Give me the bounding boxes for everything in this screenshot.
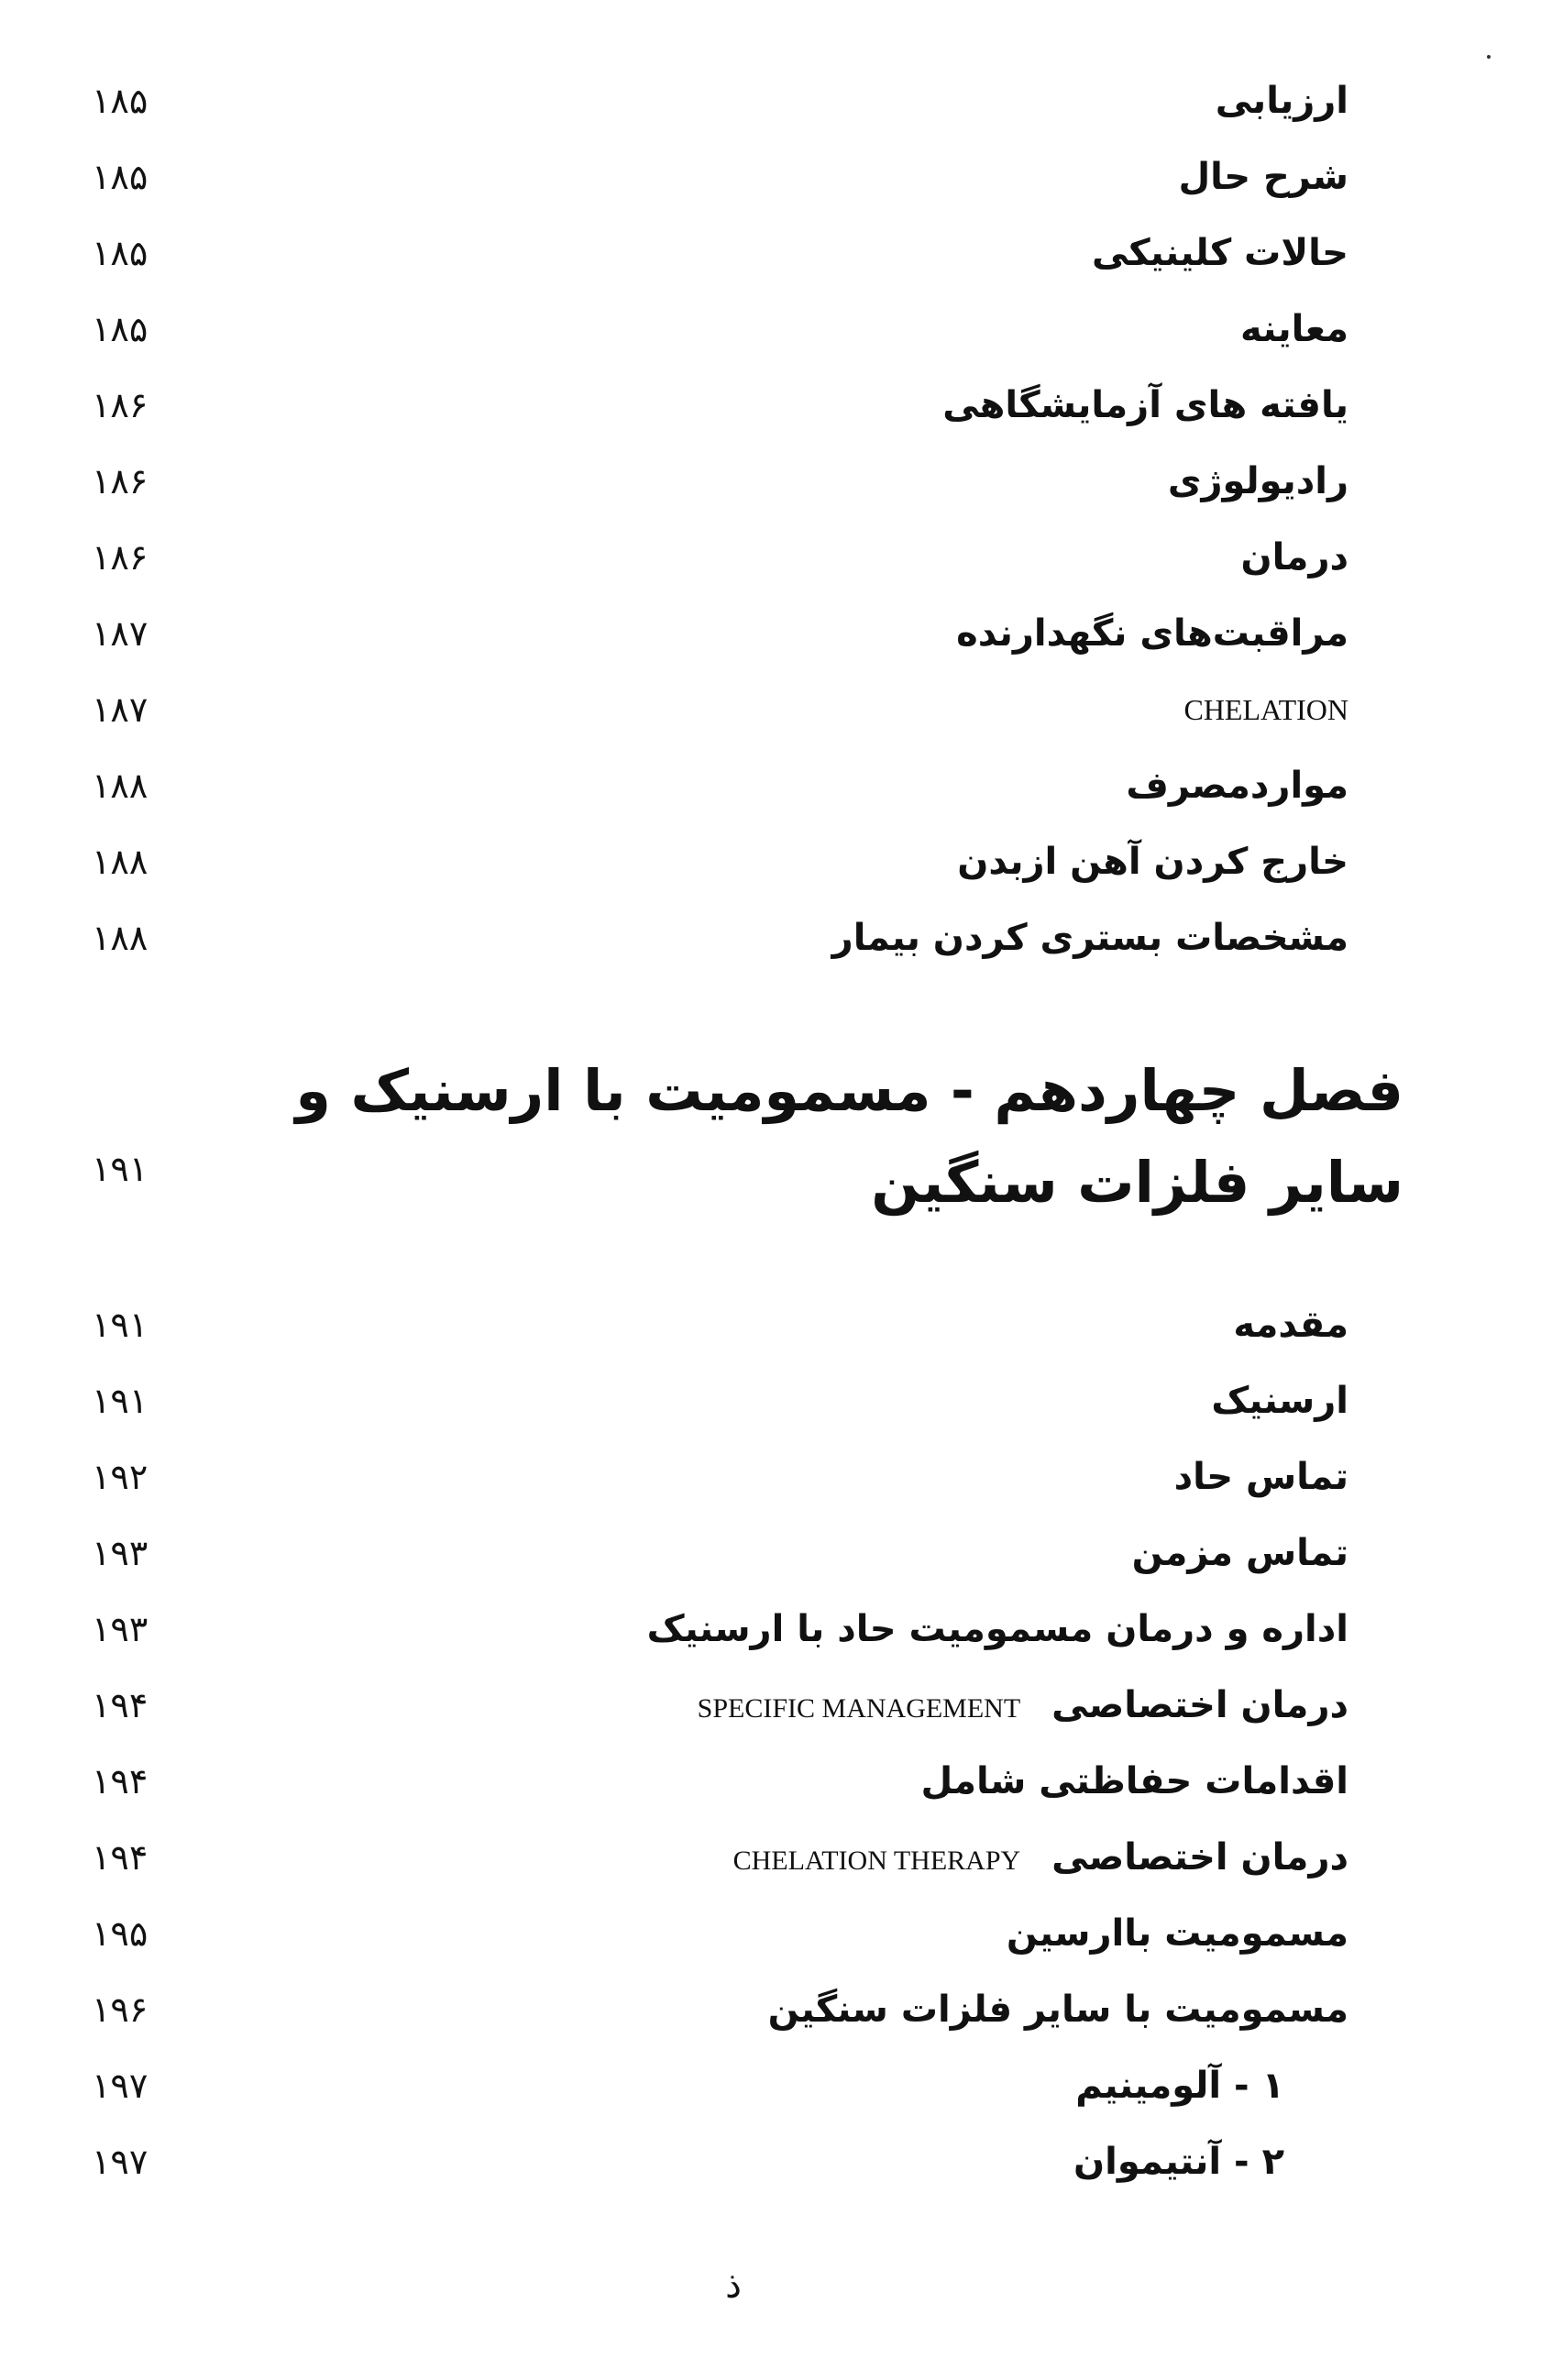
- toc-entry-title: شرح حال: [1178, 156, 1348, 198]
- toc-entry-fa: درمان اختصاصی: [1051, 1684, 1348, 1726]
- chapter-heading: [92, 1045, 1403, 1229]
- toc-row: [92, 678, 1348, 742]
- toc-row: [92, 221, 1348, 285]
- toc-entry-title: [698, 1673, 1348, 1741]
- toc-row: [92, 2054, 1348, 2118]
- toc-entry-title: معاینه: [1240, 308, 1348, 350]
- toc-row: [92, 1597, 1348, 1661]
- toc-entry-title: ارسنیک: [1211, 1380, 1348, 1422]
- toc-row: [92, 449, 1348, 513]
- toc-entry-title: درمان: [1240, 536, 1348, 578]
- toc-row: [92, 1978, 1348, 2042]
- toc-entry-page: ۱۹۴: [92, 1837, 149, 1878]
- toc-entry-title: CHELATION: [1183, 693, 1348, 726]
- toc-row: [92, 145, 1348, 209]
- toc-entry-page: ۱۹۷: [92, 2142, 149, 2182]
- toc-row: [92, 297, 1348, 361]
- toc-entry-page: ۱۹۱: [92, 1381, 149, 1421]
- toc-entry-page: ۱۹۶: [92, 1989, 149, 2030]
- toc-entry-title: اقدامات حفاظتی شامل: [920, 1760, 1348, 1802]
- toc-entry-title: ۱ - آلومینیم: [1075, 2065, 1284, 2107]
- toc-entry-page: ۱۸۸: [92, 918, 149, 958]
- toc-entry-title: ارزیابی: [1215, 80, 1348, 122]
- toc-entry-title: خارج کردن آهن ازبدن: [957, 841, 1348, 883]
- toc-entry-page: ۱۸۵: [92, 157, 149, 197]
- toc-row: [92, 373, 1348, 437]
- toc-entry-title: حالات کلینیکی: [1091, 232, 1348, 274]
- toc-row: [92, 2130, 1348, 2194]
- toc-row: [92, 1825, 1348, 1890]
- toc-entry-title: رادیولوژی: [1167, 460, 1348, 502]
- toc-entry-page: ۱۸۶: [92, 385, 149, 425]
- chapter-page-number: ۱۹۱: [92, 1149, 149, 1189]
- toc-row: [92, 1445, 1348, 1509]
- toc-row: [92, 1521, 1348, 1585]
- toc-entry-page: ۱۹۴: [92, 1685, 149, 1725]
- toc-row: [92, 830, 1348, 894]
- toc-entry-title: مقدمه: [1233, 1304, 1348, 1346]
- toc-entry-en: CHELATION THERAPY: [732, 1846, 1021, 1876]
- toc-entry-page: ۱۸۵: [92, 309, 149, 349]
- toc-entry-page: ۱۸۷: [92, 689, 149, 730]
- toc-entry-title: مشخصات بستری کردن بیمار: [831, 917, 1348, 959]
- toc-entry-page: ۱۹۲: [92, 1457, 149, 1497]
- toc-entry-title: مسمومیت با سایر فلزات سنگین: [767, 1989, 1348, 2031]
- toc-entry-page: ۱۹۳: [92, 1533, 149, 1573]
- toc-entry-title: یافته های آزمایشگاهی: [942, 384, 1348, 426]
- toc-row: [92, 1369, 1348, 1433]
- scan-speck: [1487, 55, 1491, 59]
- toc-row: [92, 1901, 1348, 1966]
- toc-entry-title: مسمومیت باارسین: [1006, 1912, 1348, 1955]
- toc-entry-en: SPECIFIC MANAGEMENT: [697, 1693, 1021, 1724]
- toc-entry-title: [733, 1825, 1348, 1893]
- toc-entry-title: تماس حاد: [1173, 1456, 1348, 1498]
- toc-entry-title: مراقبت‌های نگهدارنده: [956, 612, 1348, 655]
- toc-row: [92, 1293, 1348, 1357]
- toc-row: [92, 525, 1348, 589]
- toc-entry-page: ۱۸۶: [92, 461, 149, 501]
- toc-entry-page: ۱۹۱: [92, 1305, 149, 1345]
- toc-entry-fa: درمان اختصاصی: [1051, 1836, 1348, 1879]
- toc-entry-page: ۱۸۷: [92, 613, 149, 654]
- toc-entry-title: تماس مزمن: [1131, 1532, 1348, 1574]
- toc-entry-page: ۱۸۸: [92, 766, 149, 806]
- toc-entry-page: ۱۹۴: [92, 1761, 149, 1802]
- toc-entry-page: ۱۸۵: [92, 233, 149, 273]
- footer-page-letter: ذ: [725, 2264, 742, 2307]
- toc-row: [92, 69, 1348, 133]
- toc-row: [92, 601, 1348, 666]
- toc-entry-page: ۱۹۵: [92, 1913, 149, 1954]
- toc-entry-title: مواردمصرف: [1126, 765, 1348, 807]
- toc-entry-page: ۱۸۶: [92, 537, 149, 578]
- toc-row: [92, 1673, 1348, 1737]
- toc-row: [92, 906, 1348, 970]
- toc-entry-title: اداره و درمان مسمومیت حاد با ارسنیک: [646, 1608, 1348, 1650]
- toc-entry-page: ۱۸۵: [92, 81, 149, 121]
- toc-entry-title: ۲ - آنتیموان: [1073, 2141, 1284, 2183]
- toc-entry-page: ۱۸۸: [92, 842, 149, 882]
- toc-entry-page: ۱۹۳: [92, 1609, 149, 1649]
- chapter-title: فصل چهاردهم - مسمومیت با ارسنیک و سایر فلزات سنگین: [295, 1057, 1403, 1216]
- toc-entry-page: ۱۹۷: [92, 2066, 149, 2106]
- toc-row: [92, 754, 1348, 818]
- toc-row: [92, 1749, 1348, 1813]
